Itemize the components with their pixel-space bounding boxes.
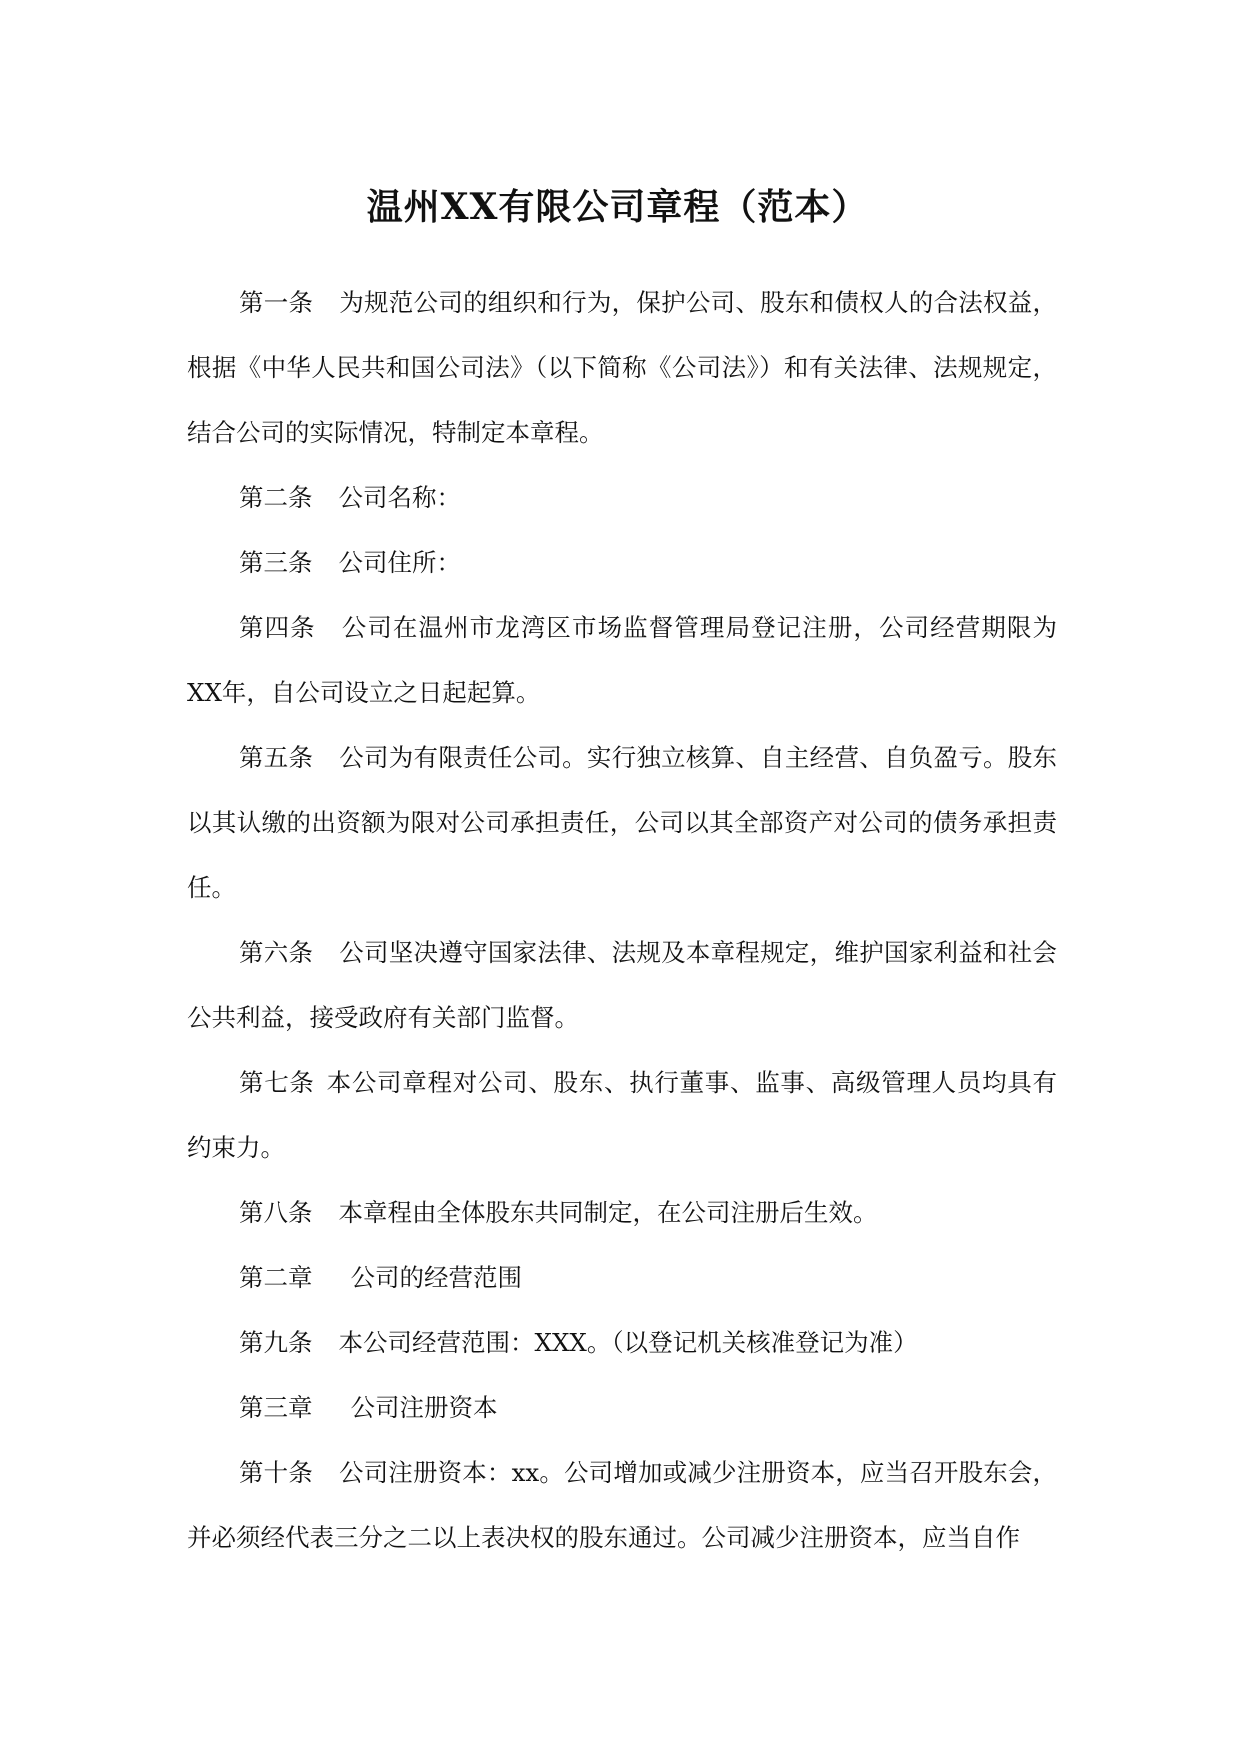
- article-label: 第二条: [239, 483, 313, 512]
- article-9: [187, 1310, 1057, 1375]
- article-10: [187, 1440, 1057, 1570]
- article-label: 第三条: [239, 548, 313, 577]
- article-text: 公司名称：: [338, 483, 461, 512]
- article-label: 第六条: [239, 938, 314, 967]
- article-5: [187, 725, 1057, 920]
- article-2: [187, 465, 1057, 530]
- chapter-label: 第二章: [239, 1263, 313, 1292]
- article-6: [187, 920, 1057, 1050]
- chapter-2-heading: [187, 1245, 1057, 1310]
- article-label: 第十条: [239, 1458, 313, 1487]
- article-text: 公司注册资本：xx。公司增加或减少注册资本，应当召开股东会，并必须经代表三分之二以上表决权的股东通过。公司减少注册资本，应当自作: [187, 1458, 1058, 1552]
- article-8: [187, 1180, 1057, 1245]
- article-text: 本章程由全体股东共同制定，在公司注册后生效。: [338, 1198, 878, 1227]
- article-label: 第七条: [239, 1068, 315, 1097]
- article-4: [187, 595, 1057, 725]
- document-body: [187, 270, 1057, 1570]
- chapter-title: 公司注册资本: [350, 1393, 498, 1422]
- article-text: 公司坚决遵守国家法律、法规及本章程规定，维护国家利益和社会公共利益，接受政府有关部门监督。: [187, 938, 1058, 1032]
- article-label: 第一条: [239, 288, 314, 317]
- article-text: 公司在温州市龙湾区市场监督管理局登记注册，公司经营期限为XX年，自公司设立之日起起算。: [187, 613, 1057, 707]
- article-label: 第五条: [239, 743, 314, 772]
- article-label: 第四条: [239, 613, 316, 642]
- document-title: 温州XX有限公司章程（范本）: [366, 186, 869, 228]
- chapter-title: 公司的经营范围: [350, 1263, 522, 1292]
- article-text: 公司住所：: [338, 548, 461, 577]
- article-text: 为规范公司的组织和行为，保护公司、股东和债权人的合法权益，根据《中华人民共和国公司法》（以下简称《公司法》）和有关法律、法规规定，结合公司的实际情况，特制定本章程。: [187, 288, 1058, 447]
- article-text: 公司为有限责任公司。实行独立核算、自主经营、自负盈亏。股东以其认缴的出资额为限对公司承担责任，公司以其全部资产对公司的债务承担责任。: [187, 743, 1058, 902]
- article-label: 第九条: [239, 1328, 313, 1357]
- article-1: [187, 270, 1057, 465]
- article-text: 本公司经营范围：XXX。（以登记机关核准登记为准）: [338, 1328, 918, 1357]
- article-label: 第八条: [239, 1198, 313, 1227]
- article-7: [187, 1050, 1057, 1180]
- article-3: [187, 530, 1057, 595]
- chapter-label: 第三章: [239, 1393, 313, 1422]
- chapter-3-heading: [187, 1375, 1057, 1440]
- article-text: 本公司章程对公司、股东、执行董事、监事、高级管理人员均具有约束力。: [187, 1068, 1058, 1162]
